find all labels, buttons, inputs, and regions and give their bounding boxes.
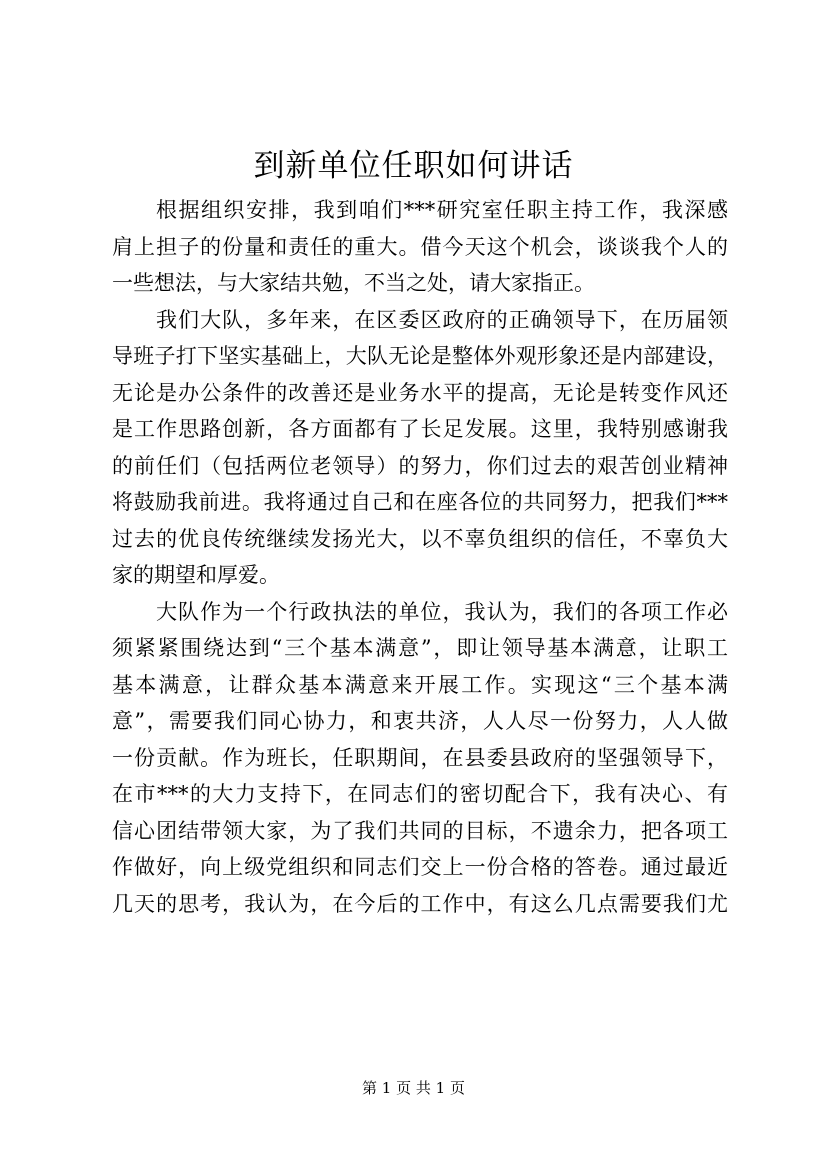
text-line: 过去的优良传统继续发扬光大，以不辜负组织的信任，不辜负大 (112, 526, 728, 551)
text-line: 的前任们（包括两位老领导）的努力，你们过去的艰苦创业精神 (112, 453, 728, 478)
text-line: 导班子打下坚实基础上，大队无论是整体外观形象还是内部建设， (112, 344, 728, 368)
text-line: 家的期望和厚爱。 (112, 563, 280, 587)
text-line: 无论是办公条件的改善还是业务水平的提高，无论是转变作风还 (112, 380, 728, 405)
text-line: 作做好，向上级党组织和同志们交上一份合格的答卷。通过最近 (112, 855, 728, 879)
text-line: 我们大队，多年来，在区委区政府的正确领导下，在历届领 (156, 307, 728, 332)
text-line: 是工作思路创新，各方面都有了长足发展。这里，我特别感谢我 (112, 417, 728, 441)
text-line: 一些想法，与大家结共勉，不当之处，请大家指正。 (112, 271, 595, 295)
text-line: 几天的思考，我认为，在今后的工作中，有这么几点需要我们尤 (112, 891, 728, 916)
text-line: 在市***的大力支持下，在同志们的密切配合下，我有决心、有 (112, 782, 728, 806)
text-line: 须紧紧围绕达到“三个基本满意”，即让领导基本满意，让职工 (112, 636, 728, 660)
text-line: 基本满意，让群众基本满意来开展工作。实现这“三个基本满 (112, 672, 728, 697)
text-line: 根据组织安排，我到咱们***研究室任职主持工作，我深感 (156, 198, 728, 222)
text-line: 意”，需要我们同心协力，和衷共济，人人尽一份努力，人人做 (112, 709, 728, 733)
text-line: 大队作为一个行政执法的单位，我认为，我们的各项工作必 (156, 599, 728, 624)
document-body (112, 192, 728, 922)
text-line: 将鼓励我前进。我将通过自己和在座各位的共同努力，把我们*** (112, 490, 728, 514)
page-footer: 第 1 页 共 1 页 (362, 1079, 465, 1097)
text-line: 一份贡献。作为班长，任职期间，在县委县政府的坚强领导下， (112, 745, 728, 770)
page-title: 到新单位任职如何讲话 (253, 148, 574, 184)
text-line: 肩上担子的份量和责任的重大。借今天这个机会，谈谈我个人的 (112, 234, 728, 259)
text-line: 信心团结带领大家，为了我们共同的目标，不遗余力，把各项工 (112, 818, 728, 843)
